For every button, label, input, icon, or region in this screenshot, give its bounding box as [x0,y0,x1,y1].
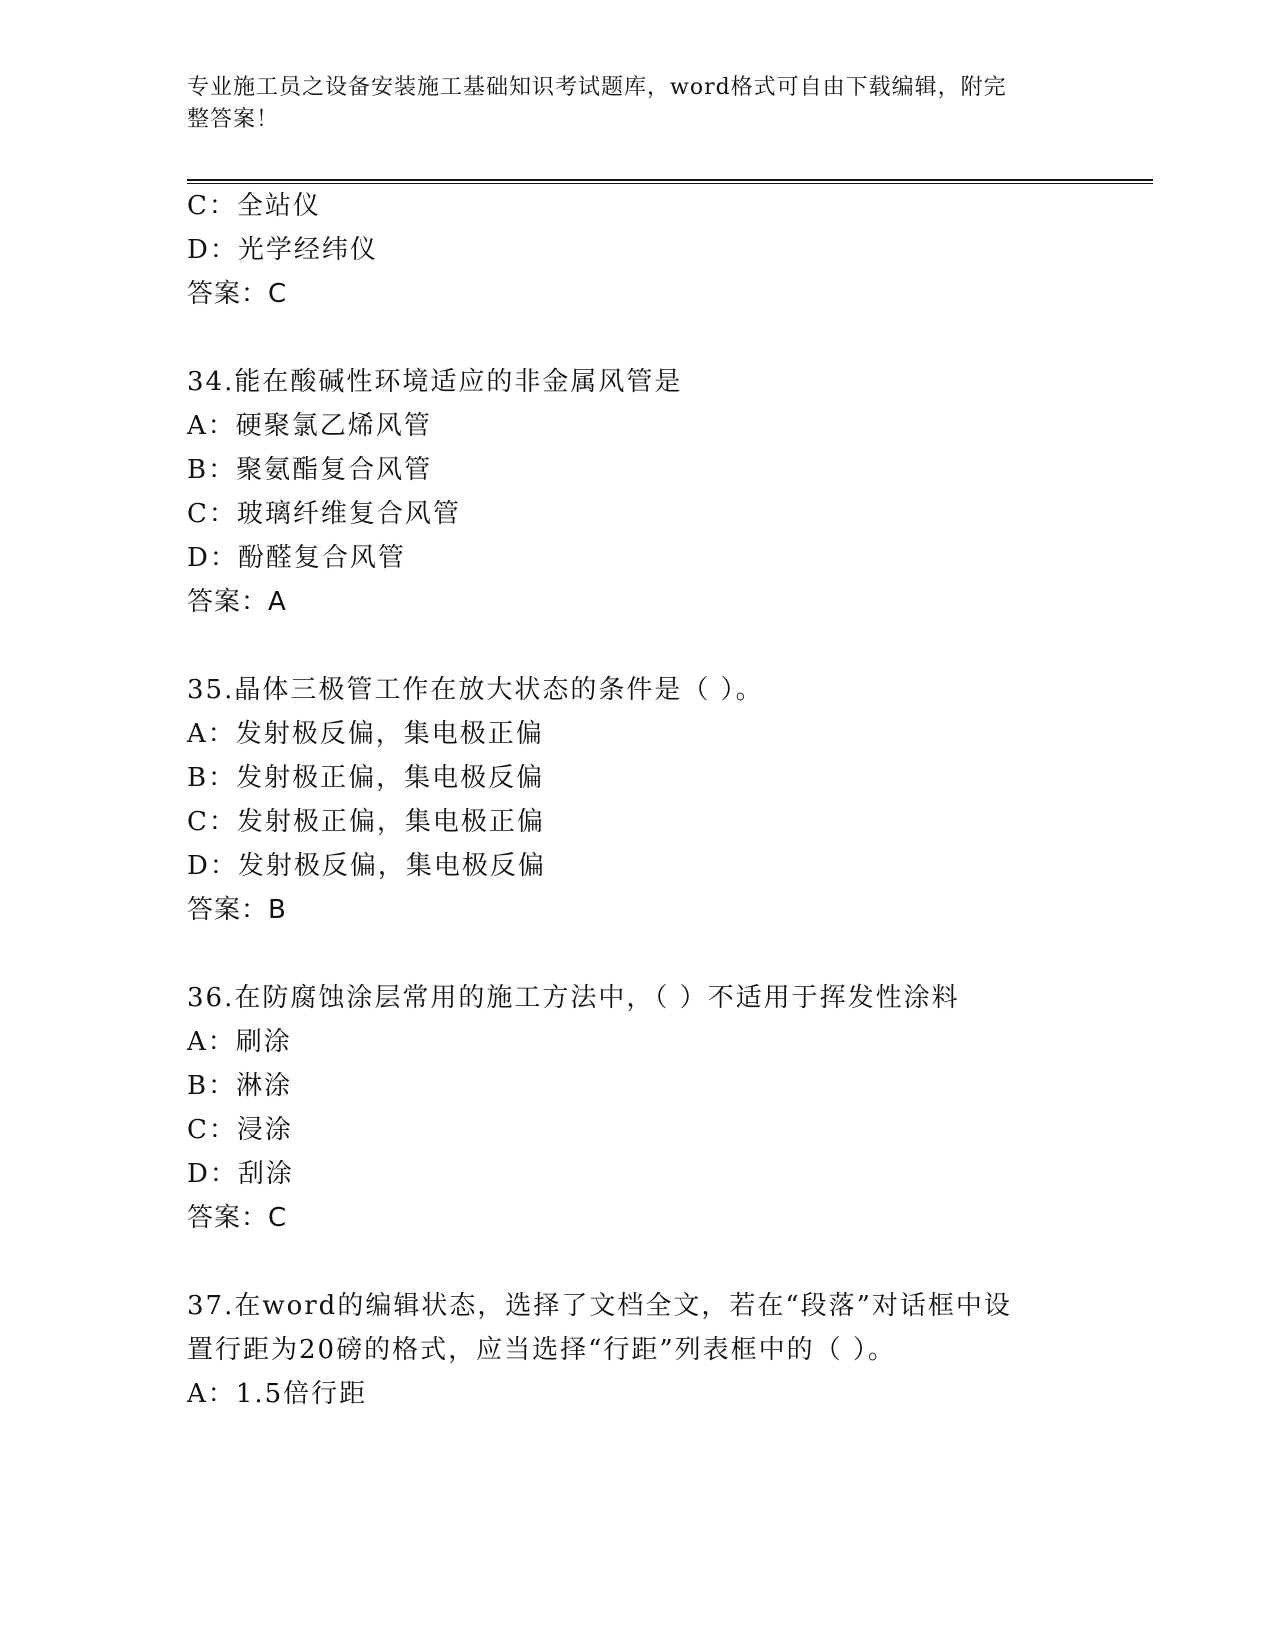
q36-option-c: C：浸涂 [187,1115,293,1145]
q34-option-c: C：玻璃纤维复合风管 [187,499,461,529]
q33-option-d: D：光学经纬仪 [187,235,378,265]
q36-option-d: D：刮涂 [187,1159,294,1189]
q34-option-b: B：聚氨酯复合风管 [187,455,433,485]
q34-stem: 34.能在酸碱性环境适应的非金属风管是 [187,367,683,397]
header-line-1: 专业施工员之设备安装施工基础知识考试题库，word格式可自由下载编辑，附完 [187,75,1007,100]
document-header [187,72,1067,136]
q34-answer: 答案：A [187,587,287,617]
q34-option-a: A：硬聚氯乙烯风管 [187,411,432,441]
q33-answer: 答案：C [187,279,288,309]
q36-answer: 答案：C [187,1203,288,1233]
q33-option-c: C：全站仪 [187,191,321,221]
q36-option-a: A：刷涂 [187,1027,292,1057]
q35-option-d: D：发射极反偏，集电极反偏 [187,851,546,881]
header-rule-thin [187,183,1153,184]
q34-option-d: D：酚醛复合风管 [187,543,406,573]
q36-option-b: B：淋涂 [187,1071,293,1101]
q35-stem: 35.晶体三极管工作在放大状态的条件是（ ）。 [187,675,764,705]
q35-answer: 答案：B [187,895,287,925]
header-rule-thick [187,179,1153,181]
header-line-2: 整答案！ [187,107,280,132]
q37-stem-line-2: 置行距为20磅的格式，应当选择“行距”列表框中的（ ）。 [187,1335,896,1365]
q35-option-b: B：发射极正偏，集电极反偏 [187,763,545,793]
q36-stem: 36.在防腐蚀涂层常用的施工方法中，（ ）不适用于挥发性涂料 [187,983,960,1013]
q35-option-a: A：发射极反偏，集电极正偏 [187,719,544,749]
q37-stem-line-1: 37.在word的编辑状态，选择了文档全文，若在“段落”对话框中设 [187,1291,1012,1321]
q37-option-a: A：1.5倍行距 [187,1379,368,1409]
q35-option-c: C：发射极正偏，集电极正偏 [187,807,545,837]
